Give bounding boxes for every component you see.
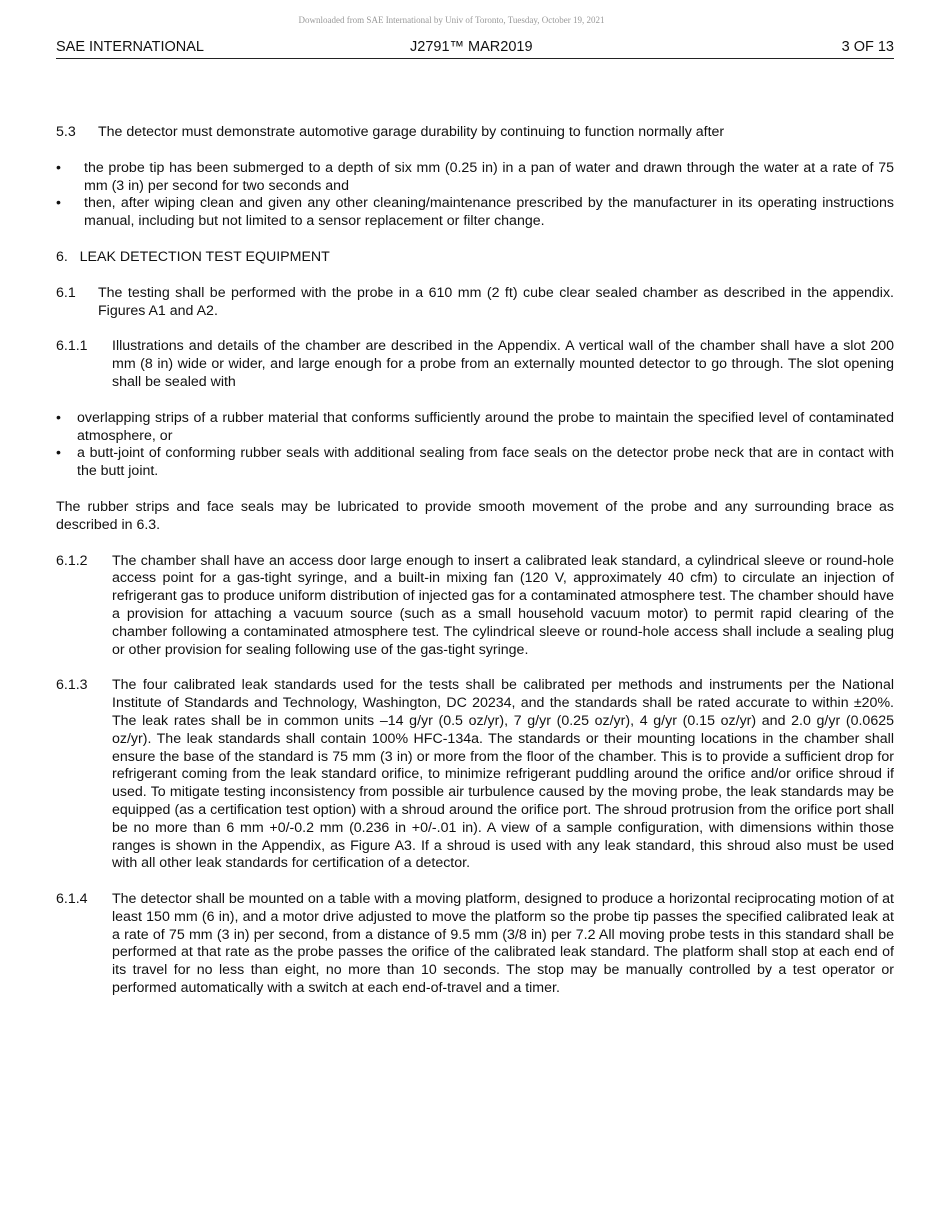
list-item-text: a butt-joint of conforming rubber seals with additional sealing from face seals on the detector probe neck that are in contact with the butt joint. — [77, 445, 894, 480]
bullet-icon: • — [56, 195, 61, 212]
section-number: 6.1.2 — [56, 552, 88, 569]
section-5-3 — [56, 124, 894, 142]
section-6-heading: 6. LEAK DETECTION TEST EQUIPMENT — [56, 248, 330, 265]
section-number: 6.1 — [56, 284, 76, 301]
section-text: The detector must demonstrate automotive garage durability by continuing to function normally after — [98, 124, 725, 140]
header-document-id: J2791™ MAR2019 — [410, 39, 533, 55]
bullet-icon: • — [56, 409, 61, 426]
list-item — [56, 445, 894, 481]
section-6-1-4 — [56, 891, 894, 998]
section-6-1-3 — [56, 677, 894, 873]
bullet-icon: • — [56, 445, 61, 462]
page-header — [56, 38, 894, 59]
document-body — [56, 124, 894, 998]
section-text: Illustrations and details of the chamber are described in the Appendix. A vertical wall of the chamber shall have a slot 200 mm (8 in) wide or wider, and large enough for a probe from an externally mounted detector to go through. The slot opening shall be sealed with — [112, 338, 894, 390]
list-item — [56, 410, 894, 446]
section-number: 6.1.4 — [56, 891, 88, 908]
section-text: The detector shall be mounted on a table with a moving platform, designed to produce a horizontal reciprocating motion of at least 150 mm (6 in), and a motor drive adjusted to move the platform so the probe tip passes the specified calibrated leak at a rate of 75 mm (3 in) per second, from a distance of 9.5 mm (3/8 in) per 7.2 All moving probe tests in this standard shall be performed at that rate as the probe passes the orifice of the calibrated leak standard. The platform shall stop at each end of its travel for no less than eight, no more than 10 seconds. The stop may be manually controlled by a test operator or performed automatically with a switch at each end-of-travel and a timer. — [112, 891, 894, 997]
list-item-text: then, after wiping clean and given any other cleaning/maintenance prescribed by the manufacturer in its operating instructions manual, including but not limited to a sensor replacement or filter change. — [84, 195, 894, 230]
bullet-icon: • — [56, 159, 61, 176]
list-item-text: the probe tip has been submerged to a depth of six mm (0.25 in) in a pan of water and drawn through the water at a rate of 75 mm (3 in) per second for two seconds and — [84, 159, 894, 194]
section-6-1-2 — [56, 553, 894, 660]
list-item-text: overlapping strips of a rubber material that conforms sufficiently around the probe to maintain the specified level of contaminated atmosphere, or — [77, 409, 894, 444]
section-6-1 — [56, 285, 894, 321]
section-6-1-1 — [56, 338, 894, 391]
header-organization: SAE INTERNATIONAL — [56, 39, 204, 55]
download-watermark: Downloaded from SAE International by Univ of Toronto, Tuesday, October 19, 2021 — [298, 15, 605, 25]
section-text: The chamber shall have an access door large enough to insert a calibrated leak standard, a cylindrical sleeve or round-hole access point for a gas-tight syringe, and a built-in mixing fan (120 V, approximately 40 cfm) to circulate an injection of refrigerant gas to produce uniform distribution of injected gas for a contaminated atmosphere test. The chamber should have a provision for attaching a vacuum source (such as a small household vacuum motor) to permit rapid clearing of the chamber following a contaminated atmosphere test. The cylindrical sleeve or round-hole access shall include a sealing plug or other provision for sealing following use of the gas-tight syringe. — [112, 552, 894, 658]
section-text: The testing shall be performed with the probe in a 610 mm (2 ft) cube clear sealed chamber as described in the appendix. Figures A1 and A2. — [98, 284, 894, 319]
section-number: 5.3 — [56, 124, 76, 140]
paragraph: The rubber strips and face seals may be lubricated to provide smooth movement of the probe and any surrounding brace as described in 6.3. — [56, 498, 894, 533]
section-text: The four calibrated leak standards used for the tests shall be calibrated per methods and instruments per the National Institute of Standards and Technology, Washington, DC 20234, and the standards shall be rated accurate to within ±20%. The leak rates shall be in common units –14 g/yr (0.5 oz/yr), 7 g/yr (0.25 oz/yr), 4 g/yr (0.15 oz/yr) and 2.0 g/yr (0.0625 oz/yr). The leak standards shall contain 100% HFC-134a. The standards or their mounting locations in the chamber shall ensure the base of the standard is 75 mm (3 in) or more from the floor of the chamber. This is to provide a sufficient drop for refrigerant coming from the leak standard orifice, to minimize refrigerant puddling around the orifice and/or orifice shroud if used. To mitigate testing inconsistency from possible air turbulence caused by the moving probe, the leak standards may be equipped (as a certification test option) with a shroud around the orifice port. The shroud protrusion from the orifice port shall be no more than 6 mm +0/-0.2 mm (0.236 in +0/-.01 in). A view of a sample configuration, with dimensions within those ranges is shown in the Appendix, as Figure A3. If a shroud is used with any leak standard, this shroud also must be used with all other leak standards for certification of a detector. — [112, 677, 894, 872]
header-page-number: 3 OF 13 — [841, 39, 894, 55]
section-number: 6.1.1 — [56, 338, 88, 355]
list-item — [56, 195, 894, 231]
section-number: 6.1.3 — [56, 677, 88, 694]
list-item — [56, 160, 894, 196]
